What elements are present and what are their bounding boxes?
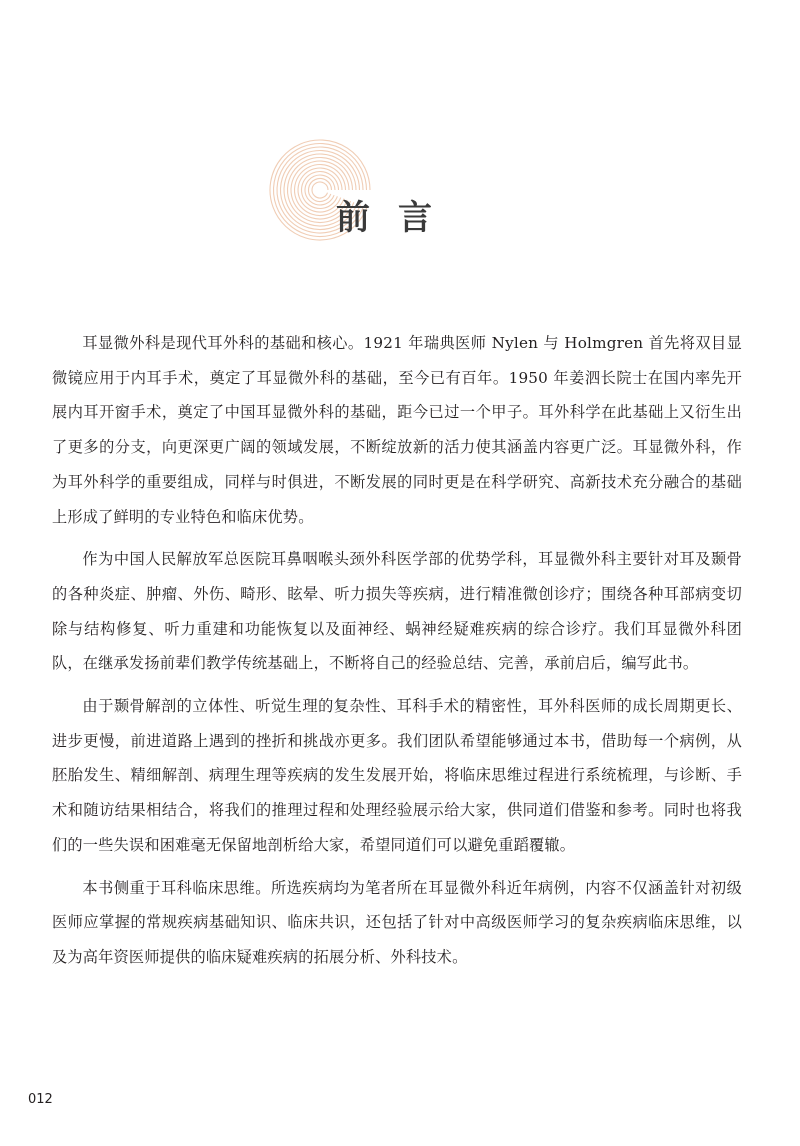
paragraph-2: 作为中国人民解放军总医院耳鼻咽喉头颈外科医学部的优势学科，耳显微外科主要针对耳及颞骨的各种炎症、肿瘤、外伤、畸形、眩晕、听力损失等疾病，进行精准微创诊疗；围绕各种耳部病变切除与结构修复、听力重建和功能恢复以及面神经、蜗神经疑难疾病的综合诊疗。我们耳显微外科团队，在继承发扬前辈们教学传统基础上，不断将自己的经验总结、完善，承前启后，编写此书。 <box>52 550 742 673</box>
paragraph-4: 本书侧重于耳科临床思维。所选疾病均为笔者所在耳显微外科近年病例，内容不仅涵盖针对初级医师应掌握的常规疾病基础知识、临床共识，还包括了针对中高级医师学习的复杂疾病临床思维，以及为高年资医师提供的临床疑难疾病的拓展分析、外科技术。 <box>52 878 742 966</box>
ornament-arc <box>305 175 335 205</box>
title-block <box>268 138 528 248</box>
ornament-arc <box>312 182 328 198</box>
paragraph-3: 由于颞骨解剖的立体性、听觉生理的复杂性、耳科手术的精密性，耳外科医师的成长周期更长、进步更慢，前进道路上遇到的挫折和挑战亦更多。我们团队希望能够通过本书，借助每一个病例，从胚胎发生、精细解剖、病理生理等疾病的发生发展开始，将临床思维过程进行系统梳理，与诊断、手术和随访结果相结合，将我们的推理过程和处理经验展示给大家，供同道们借鉴和参考。同时也将我们的一些失误和困难毫无保留地剖析给大家，希望同道们可以避免重蹈覆辙。 <box>52 697 742 854</box>
preface-body <box>52 326 742 983</box>
page-title: 前言 <box>336 198 460 238</box>
ornament-arc <box>302 172 339 209</box>
paragraph-1: 耳显微外科是现代耳外科的基础和核心。1921 年瑞典医师 Nylen 与 Holmgren 首先将双目显微镜应用于内耳手术，奠定了耳显微外科的基础，至今已有百年。1950 年姜泗长院士在国内率先开展内耳开窗手术，奠定了中国耳显微外科的基础，距今已过一个甲子。耳外科学在此基础上又衍生出了更多的分支，向更深更广阔的领域发展，不断绽放新的活力使其涵盖内容更广泛。耳显微外科，作为耳外科学的重要组成，同样与时俱进，不断发展的同时更是在科学研究、高新技术充分融合的基础上形成了鲜明的专业特色和临床优势。 <box>52 334 742 526</box>
page-number: 012 <box>28 1092 53 1107</box>
